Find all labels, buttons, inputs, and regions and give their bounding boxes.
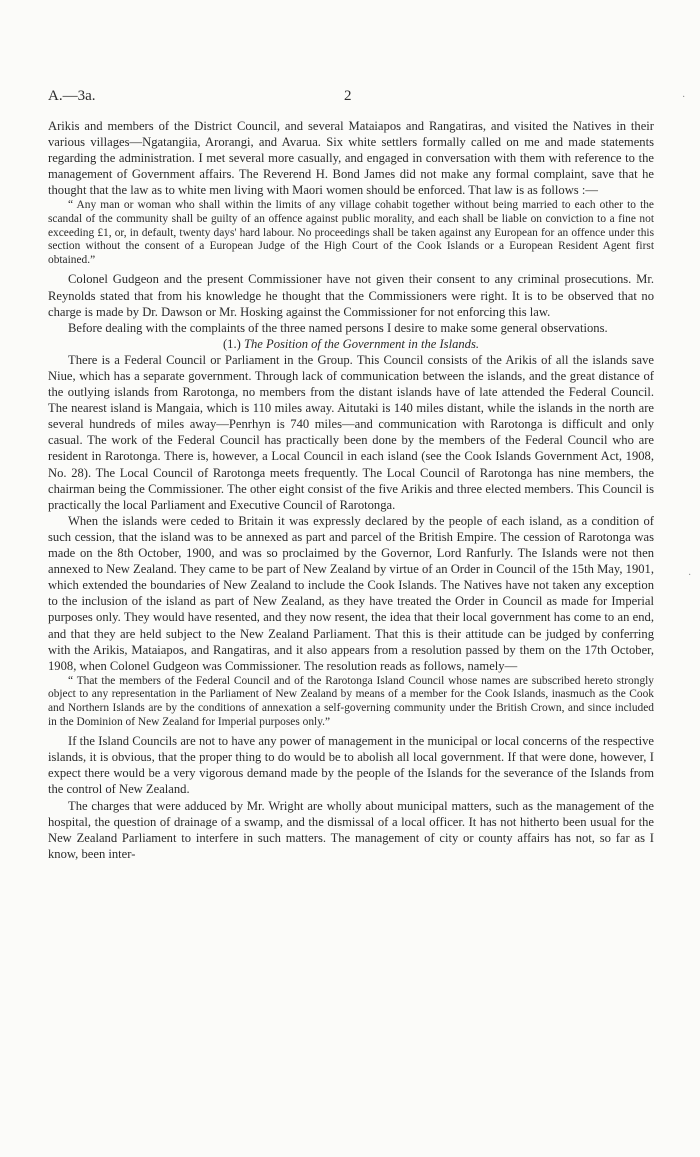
paragraph: There is a Federal Council or Parliament in the Group. This Council consists of the Arikis of all the islands save Niue, which has a separate government. Through lack of communication between the islands, and the great distance of the outlying islands from Rarotonga, no members from the distant islands have of late attended the Federal Council. The nearest island is Mangaia, which is 110 miles away. Aitutaki is 140 miles distant, while the islands in the north are several hundreds of miles away—Penrhyn is 740 miles—and communication with Rarotonga is difficult and only casual. The work of the Federal Council has practically been done by the members of the Federal Council who are resident in Rarotonga. There is, however, a Local Council in each island (see the Cook Islands Government Act, 1908, No. 28). The Local Council of Rarotonga meets frequently. The Local Council of Rarotonga has nine members, the chairman being the Commissioner. The other eight consist of the five Arikis and three elected members. This Council is practically the local Parliament and Executive Council of Rarotonga. bbox=[48, 352, 654, 512]
paragraph: The charges that were adduced by Mr. Wright are wholly about municipal matters, such as the management of the hospital, the question of drainage of a swamp, and the dismissal of a local officer. It has not hitherto been usual for the New Zealand Parliament to interfere in such matters. The management of city or county affairs has not, so far as I know, been inter- bbox=[48, 798, 654, 861]
margin-mark: · bbox=[688, 570, 692, 581]
paragraph: Arikis and members of the District Council, and several Mataiapos and Rangatiras, and visited the Natives in their various villages—Ngatangiia, Arorangi, and Avarua. Six white settlers formally called on me and made statements regarding the administration. I met several more casually, and engaged in conversation with them with reference to the management of Government affairs. The Reverend H. Bond James did not make any formal complaint, save that he thought that the law as to white men living with Maori women should be enforced. That law is as follows :— bbox=[48, 119, 654, 198]
paragraph: When the islands were ceded to Britain it was expressly declared by the people of each island, as a condition of such cession, that the island was to be annexed as part and parcel of the British Empire. The cession of Rarotonga was made on the 8th October, 1900, and was so proclaimed by the Governor, Lord Ranfurly. The Islands were not then annexed to New Zealand. They came to be part of New Zealand by virtue of an Order in Council of the 15th May, 1901, which extended the boundaries of New Zealand to include the Cook Islands. The Natives have not taken any exception to the inclusion of the island as part of New Zealand, as they have treated the Order in Council as made for Imperial purposes only. They would have resented, and they now resent, the idea that their local government has come to an end, and that they are held subject to the New Zealand Parliament. That this is their attitude can be judged by conferring with the Arikis, Mataiapos, and Rangatiras, and it also appears from a resolution passed by them on the 17th October, 1908, when Colonel Gudgeon was Commissioner. The resolution reads as follows, namely— bbox=[48, 513, 654, 673]
section-title: The Position of the Government in the Islands. bbox=[243, 336, 480, 351]
paragraph: Before dealing with the complaints of the three named persons I desire to make some general observations. bbox=[68, 320, 608, 335]
page-header bbox=[48, 88, 654, 108]
section-number: (1.) bbox=[222, 336, 241, 351]
section-heading bbox=[48, 336, 654, 352]
paragraph: If the Island Councils are not to have any power of management in the municipal or local concerns of the respective islands, it is obvious, that the proper thing to do would be to abolish all local government. If that were done, however, I expect there would be a very vigorous demand made by the people of the Islands for the severance of the Islands from the control of New Zealand. bbox=[48, 734, 654, 797]
block-quote: “ That the members of the Federal Council and of the Rarotonga Island Council whose names are subscribed hereto strongly object to any representation in the Parliament of New Zealand by means of a member for the Cook Islands, inasmuch as the Cook and Northern Islands are by the conditions of annexation a self-governing community under the British Crown, and since included in the Dominion of New Zealand for Imperial purposes only.” bbox=[48, 674, 654, 728]
document-reference: A.—3a. bbox=[48, 88, 96, 104]
block-quote: “ Any man or woman who shall within the limits of any village cohabit together without being married to each other to the scandal of the community shall be guilty of an offence against public morality, and each shall be liable on conviction to a fine not exceeding £1, or, in default, twenty days' hard labour. No proceedings shall be taken against any European for an offence under this section without the consent of a European Judge of the High Court of the Cook Islands or a European Resident Agent first obtained.” bbox=[48, 199, 654, 266]
margin-mark: · bbox=[682, 92, 686, 103]
paragraph: Colonel Gudgeon and the present Commissioner have not given their consent to any criminal prosecutions. Mr. Reynolds stated that from his knowledge he thought that the Commissioners were right. It is to be observed that no charge is made by Dr. Dawson or Mr. Hosking against the Commissioner for not enforcing this law. bbox=[48, 272, 654, 319]
document-body bbox=[48, 118, 654, 862]
page-number: 2 bbox=[344, 88, 352, 104]
